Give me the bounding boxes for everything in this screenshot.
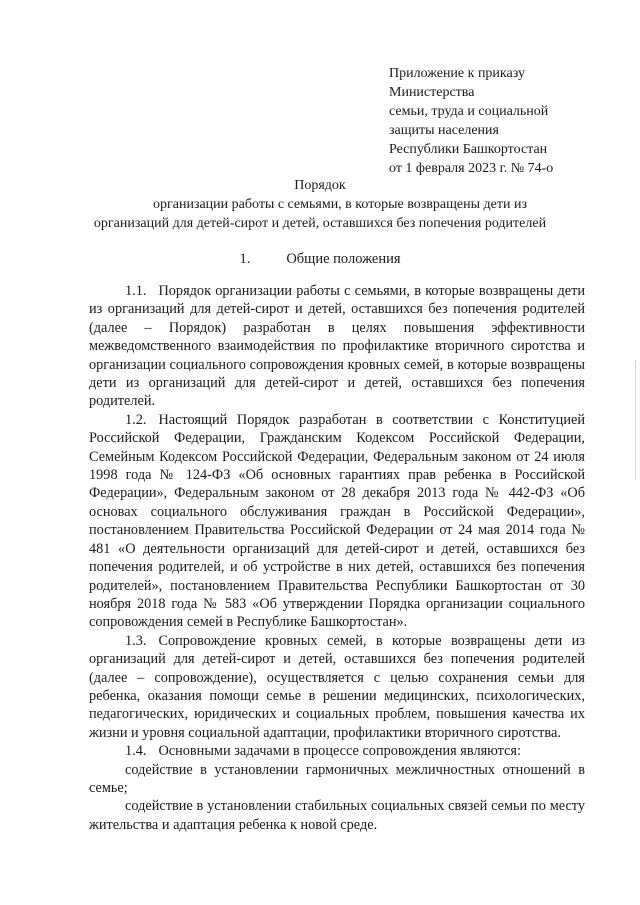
document-body [89, 282, 585, 834]
appendix-block [389, 64, 629, 178]
appendix-line: Республики Башкортостан [389, 142, 548, 157]
paragraph-text: Сопровождение кровных семей, в которые возвращены дети из организаций для детей-сирот и детей, оставшихся без попечения родителей (далее – сопровождение), осуществляется с целью сохранения семьи для ребенка, оказания помощи семье в решении медицинских, психологических, педагогических, юридических и социальных проблем, повышения качества их жизни и уровня социальной адаптации, профилактики вторичного сиротства. [89, 632, 585, 741]
appendix-line: семьи, труда и социальной [389, 104, 549, 119]
paragraph-text: Основными задачами в процессе сопровождения являются: [158, 743, 521, 760]
paragraph [89, 742, 585, 760]
appendix-line: защиты населения [389, 123, 499, 138]
paragraph-number: 1.2. [125, 411, 147, 428]
title-line: Порядок [294, 178, 346, 193]
paragraph-number: 1.3. [125, 632, 147, 649]
paragraph [89, 282, 585, 411]
paragraph-number: 1.4. [125, 743, 147, 760]
section-heading [0, 250, 640, 269]
scan-edge-mark [634, 360, 636, 480]
list-item-text: содействие в установлении стабильных социальных связей семьи по месту жительства и адаптация ребенка к новой среде. [89, 798, 585, 833]
paragraph [89, 632, 585, 742]
list-item-text: содействие в установлении гармоничных межличностных отношений в семье; [89, 761, 585, 796]
paragraph-text: Настоящий Порядок разработан в соответствии с Конституцией Российской Федерации, Гражданским Кодексом Российской Федерации, Семейным Кодексом Российской Федерации, Федеральным законом от 24 июля 1998 года № 124-ФЗ «Об основных гарантиях прав ребенка в Российской Федерации», Федеральным законом от 28 декабря 2013 года № 442-ФЗ «Об основах социального обслуживания граждан в Российской Федерации», постановлением Правительства Российской Федерации от 24 мая 2014 года № 481 «О деятельности организаций для детей-сирот и детей, оставшихся без попечения родителей, и об устройстве в них детей, оставшихся без попечения родителей», постановлением Правительства Республики Башкортостан от 30 ноября 2018 года № 583 «Об утверждении Порядка организации социального сопровождения семей в Республике Башкортостан». [89, 411, 585, 631]
appendix-line: Приложение к приказу [389, 66, 525, 81]
appendix-line: Министерства [389, 85, 475, 100]
document-title [0, 176, 640, 233]
paragraph [89, 411, 585, 632]
paragraph-text: Порядок организации работы с семьями, в которые возвращены дети из организаций для детей-сирот и детей, оставшихся без попечения родителей (далее – Порядок) разработан в целях повышения эффективности межведомственного взаимодействия по профилактике вторичного сиротства и организации социального сопровождения кровных семей, в которые возвращены дети из организаций для детей-сирот и детей, оставшихся без попечения родителей. [89, 283, 585, 410]
paragraph-number: 1.1. [125, 283, 147, 299]
section-title: Общие положения [286, 251, 401, 267]
title-line: организаций для детей-сирот и детей, оставшихся без попечения родителей [93, 216, 547, 231]
appendix-line: от 1 февраля 2023 г. № 74-о [389, 161, 554, 176]
section-number: 1. [239, 251, 251, 267]
title-line: организации работы с семьями, в которые возвращены дети из [153, 197, 527, 212]
list-item [89, 761, 585, 798]
list-item [89, 797, 585, 834]
